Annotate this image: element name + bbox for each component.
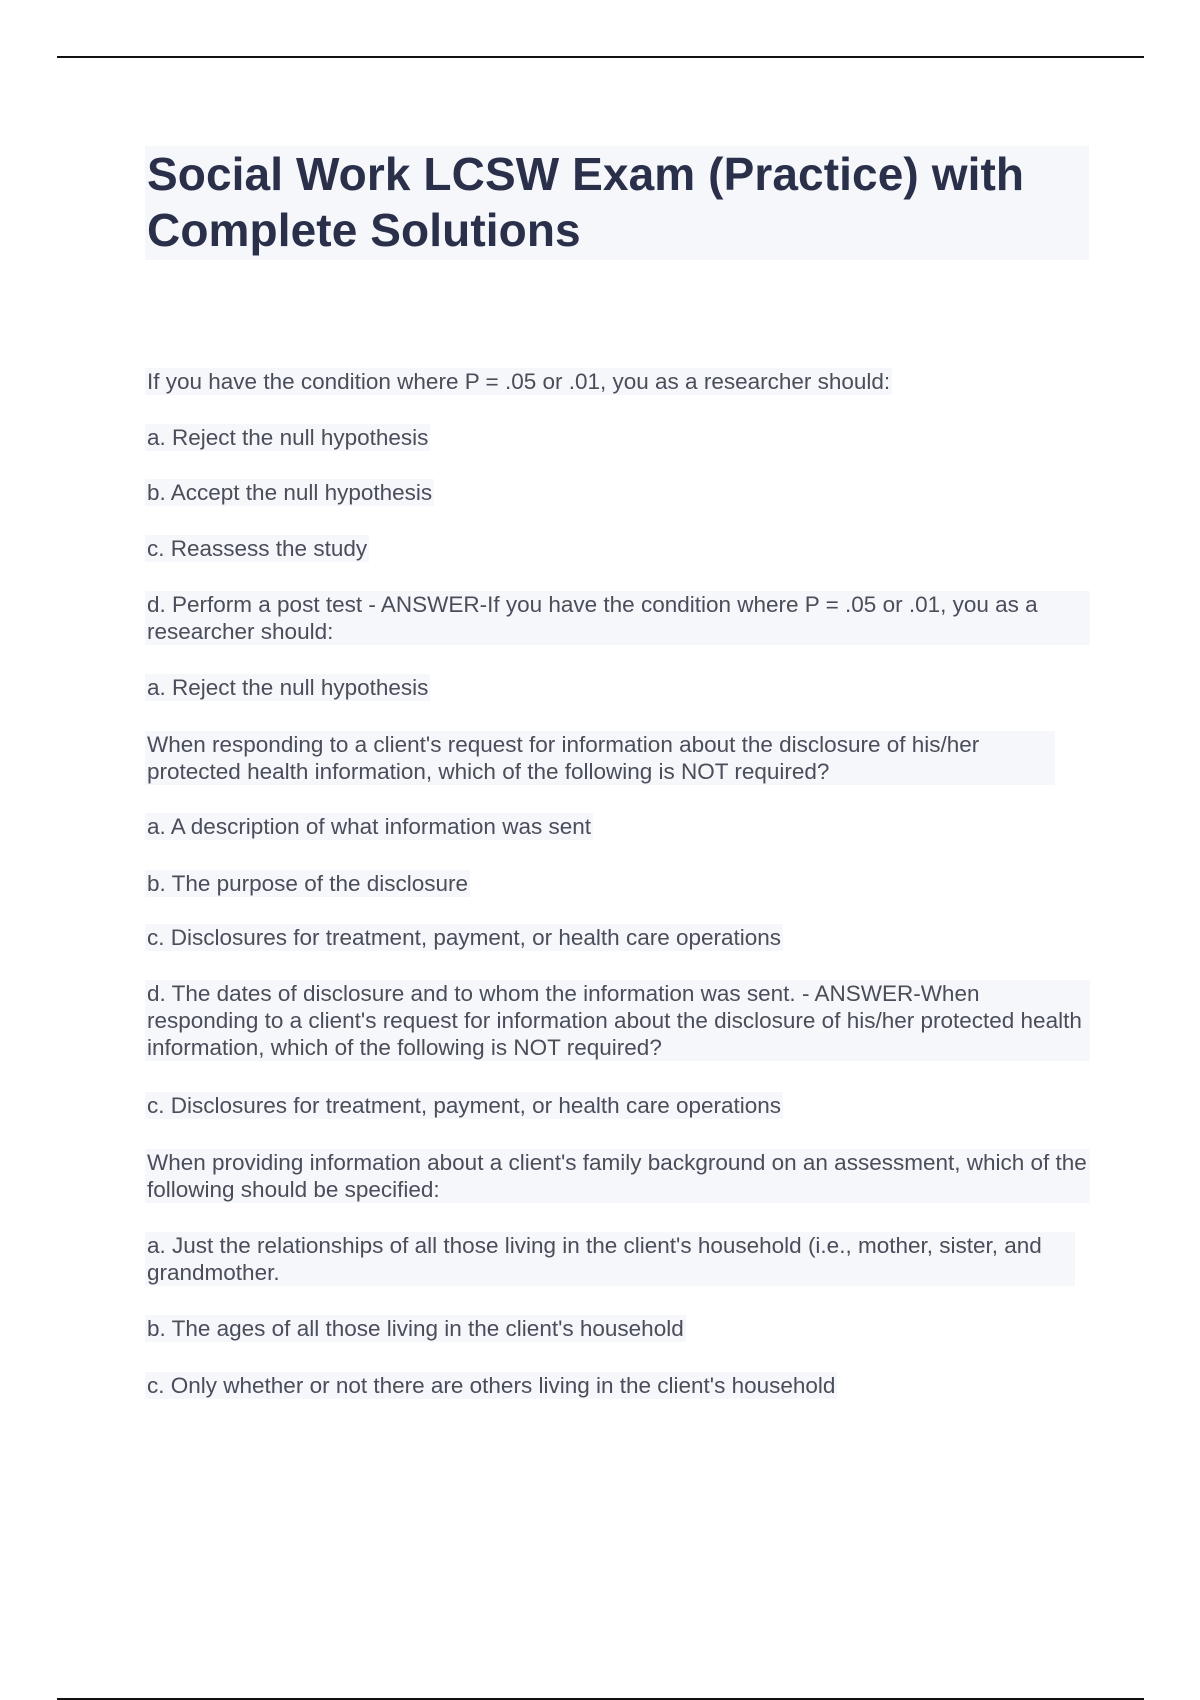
question-2-option-d-answer: d. The dates of disclosure and to whom the information was sent. - ANSWER-When responding to a client's request for information about the disclosure of his/her protected health information, which of the following is NOT required? [145,980,1090,1061]
question-2-option-c: c. Disclosures for treatment, payment, or health care operations [147,925,782,950]
question-1-answer: a. Reject the null hypothesis [147,675,429,700]
question-1-option-a: a. Reject the null hypothesis [147,425,429,450]
question-1-option-d-answer: d. Perform a post test - ANSWER-If you have the condition where P = .05 or .01, you as a researcher should: [145,591,1090,645]
question-2-option-a: a. A description of what information was sent [147,814,591,839]
question-3: When providing information about a client's family background on an assessment, which of the following should be specified: [145,1149,1090,1203]
question-3-option-c: c. Only whether or not there are others living in the client's household [147,1373,836,1398]
title-block [145,146,1089,260]
question-1-option-c: c. Reassess the study [147,536,368,561]
question-2-option-b: b. The purpose of the disclosure [147,871,469,896]
question-1: If you have the condition where P = .05 or .01, you as a researcher should: [147,369,891,394]
document-title: Social Work LCSW Exam (Practice) with Complete Solutions [147,148,1025,256]
top-rule [57,56,1144,58]
question-3-option-a: a. Just the relationships of all those living in the client's household (i.e., mother, sister, and grandmother. [145,1232,1075,1286]
question-2: When responding to a client's request for information about the disclosure of his/her protected health information, which of the following is NOT required? [145,731,1055,785]
question-3-option-b: b. The ages of all those living in the client's household [147,1316,684,1341]
question-1-option-b: b. Accept the null hypothesis [147,480,433,505]
question-2-answer: c. Disclosures for treatment, payment, or health care operations [147,1093,782,1118]
